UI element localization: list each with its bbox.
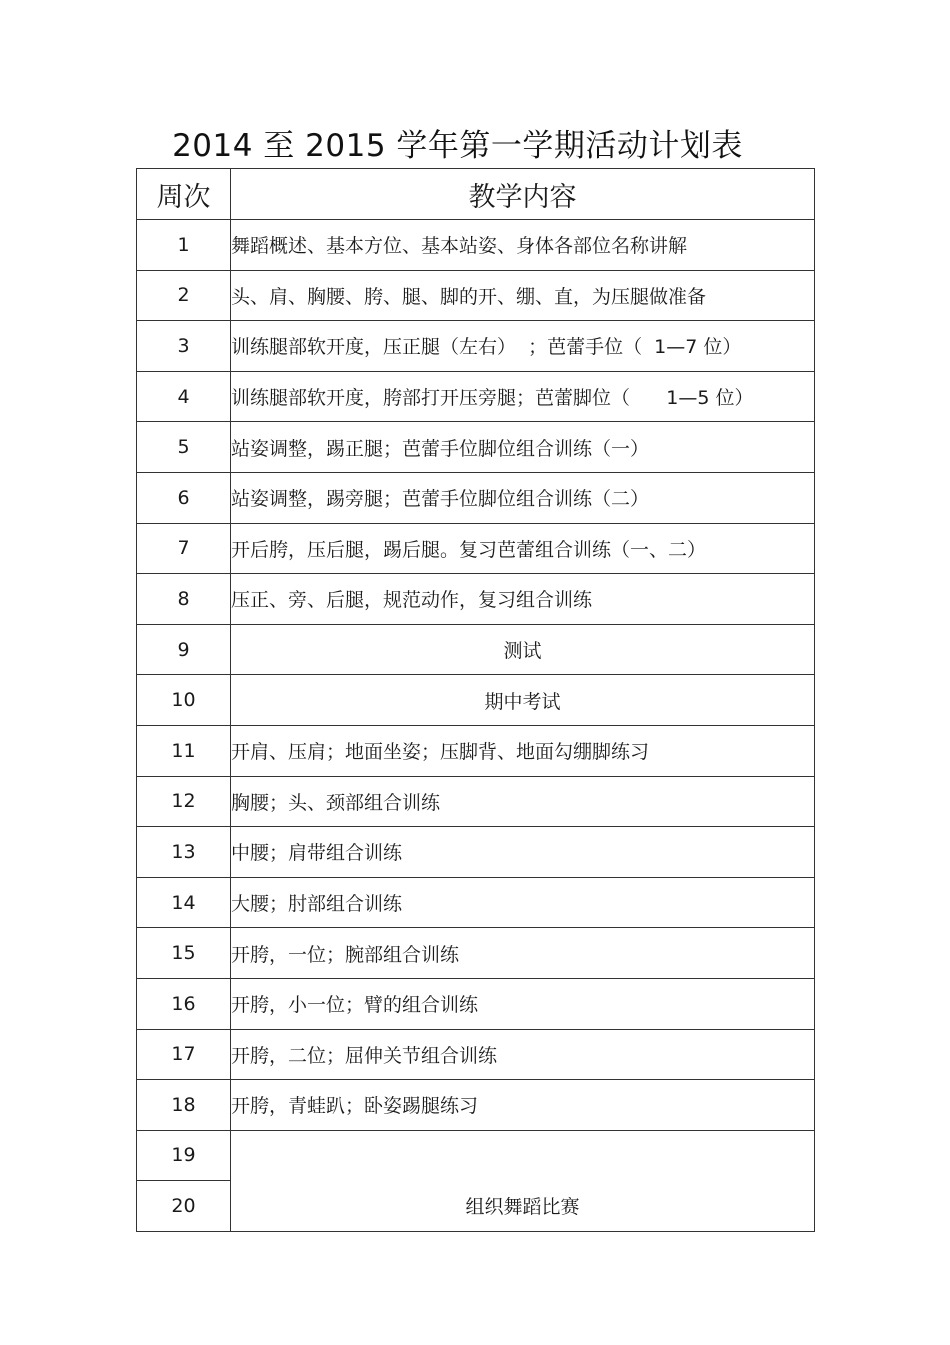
table-row — [137, 725, 815, 776]
table-row — [137, 472, 815, 523]
week-cell: 6 — [137, 472, 231, 523]
table-header-row — [137, 169, 815, 220]
week-cell: 1 — [137, 220, 231, 271]
week-cell: 20 — [137, 1181, 231, 1232]
content-cell: 测试 — [231, 624, 815, 675]
week-cell: 15 — [137, 928, 231, 979]
table-row — [137, 675, 815, 726]
table-row — [137, 978, 815, 1029]
table-row — [137, 1080, 815, 1131]
header-content: 教学内容 — [231, 169, 815, 220]
content-cell: 开胯，一位；腕部组合训练 — [231, 928, 815, 979]
week-cell: 7 — [137, 523, 231, 574]
week-cell: 18 — [137, 1080, 231, 1131]
content-cell: 站姿调整，踢旁腿；芭蕾手位脚位组合训练（二） — [231, 472, 815, 523]
table-row — [137, 321, 815, 372]
content-cell: 开胯，青蛙趴；卧姿踢腿练习 — [231, 1080, 815, 1131]
content-cell: 训练腿部软开度，胯部打开压旁腿；芭蕾脚位（ 1—5 位） — [231, 371, 815, 422]
table-row — [137, 371, 815, 422]
table-row — [137, 776, 815, 827]
week-cell: 13 — [137, 827, 231, 878]
activity-plan-table — [136, 168, 815, 1232]
content-cell: 开后胯，压后腿，踢后腿。复习芭蕾组合训练（一、二） — [231, 523, 815, 574]
content-cell: 开胯，小一位；臂的组合训练 — [231, 978, 815, 1029]
week-cell: 2 — [137, 270, 231, 321]
table-row — [137, 827, 815, 878]
week-cell: 19 — [137, 1130, 231, 1181]
content-cell: 开胯，二位；屈伸关节组合训练 — [231, 1029, 815, 1080]
content-cell: 中腰；肩带组合训练 — [231, 827, 815, 878]
content-cell: 压正、旁、后腿，规范动作，复习组合训练 — [231, 574, 815, 625]
week-cell: 5 — [137, 422, 231, 473]
table-row — [137, 624, 815, 675]
week-cell: 4 — [137, 371, 231, 422]
table-row — [137, 270, 815, 321]
content-cell: 站姿调整，踢正腿；芭蕾手位脚位组合训练（一） — [231, 422, 815, 473]
content-cell: 期中考试 — [231, 675, 815, 726]
table-row — [137, 220, 815, 271]
header-week: 周次 — [137, 169, 231, 220]
week-cell: 14 — [137, 877, 231, 928]
week-cell: 8 — [137, 574, 231, 625]
table-row — [137, 523, 815, 574]
week-cell: 12 — [137, 776, 231, 827]
content-cell: 开肩、压肩；地面坐姿；压脚背、地面勾绷脚练习 — [231, 725, 815, 776]
week-cell: 11 — [137, 725, 231, 776]
table-row — [137, 928, 815, 979]
content-cell: 胸腰；头、颈部组合训练 — [231, 776, 815, 827]
table-row — [137, 422, 815, 473]
table-row — [137, 574, 815, 625]
table-row — [137, 1029, 815, 1080]
week-cell: 10 — [137, 675, 231, 726]
table-row — [137, 1130, 815, 1181]
week-cell: 17 — [137, 1029, 231, 1080]
content-cell: 组织舞蹈比赛 — [231, 1130, 815, 1231]
week-cell: 3 — [137, 321, 231, 372]
content-cell: 训练腿部软开度，压正腿（左右） ；芭蕾手位（ 1—7 位） — [231, 321, 815, 372]
content-cell: 头、肩、胸腰、胯、腿、脚的开、绷、直，为压腿做准备 — [231, 270, 815, 321]
table-row — [137, 877, 815, 928]
week-cell: 16 — [137, 978, 231, 1029]
content-cell: 大腰；肘部组合训练 — [231, 877, 815, 928]
content-cell: 舞蹈概述、基本方位、基本站姿、身体各部位名称讲解 — [231, 220, 815, 271]
week-cell: 9 — [137, 624, 231, 675]
page-title: 2014 至 2015 学年第一学期活动计划表 — [172, 128, 743, 164]
